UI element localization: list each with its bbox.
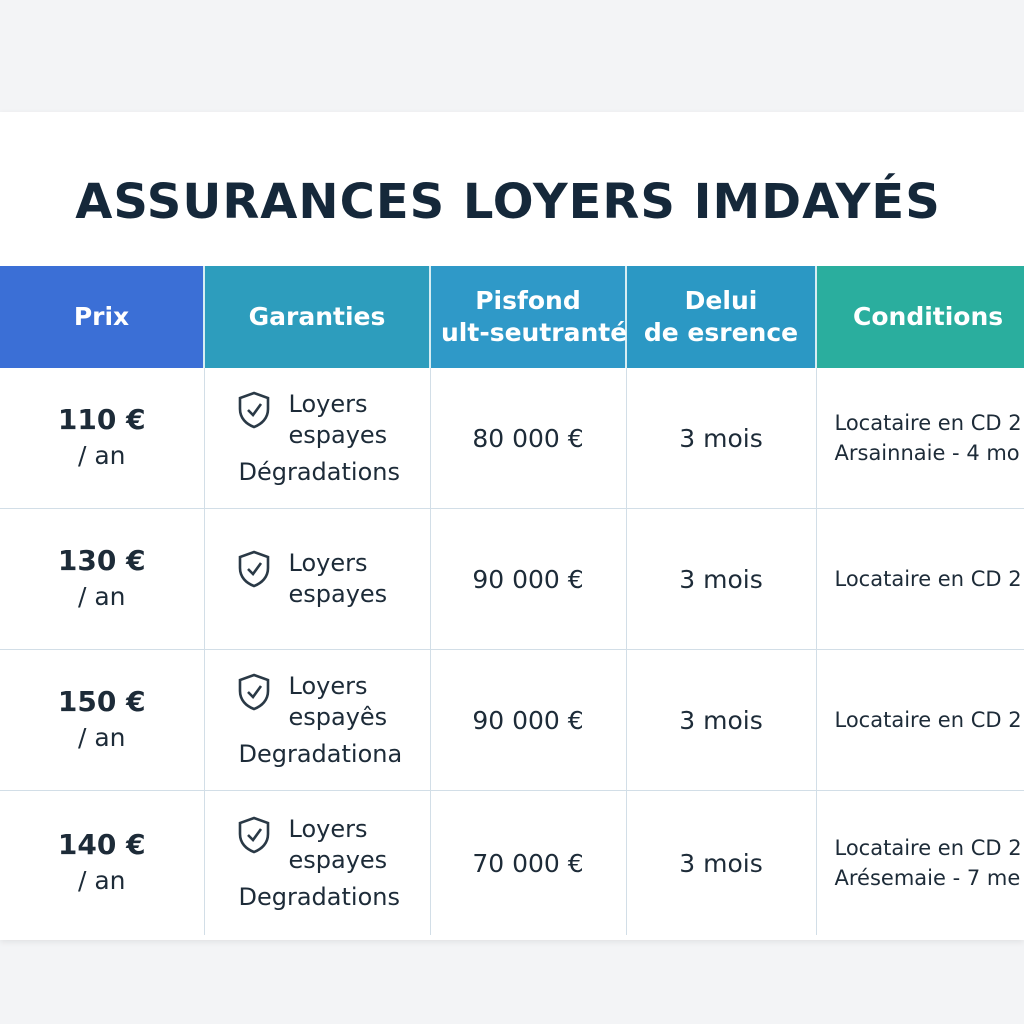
condition-line1: Locataire en CD 2 bbox=[834, 411, 1022, 435]
guarantee-line3: Dégradations bbox=[238, 457, 400, 486]
guarantee-line2: espayes bbox=[288, 845, 388, 874]
delay-cell: 3 mois bbox=[626, 650, 816, 791]
table-row bbox=[0, 791, 1024, 936]
price-amount: 130 € bbox=[57, 544, 146, 577]
condition-line2: Arsainnaie - 4 mo bbox=[834, 441, 1020, 465]
price-cell bbox=[0, 368, 204, 509]
condition-line1: Locataire en CD 2 bbox=[834, 708, 1022, 732]
price-unit: / an bbox=[77, 441, 126, 470]
price-amount: 110 € bbox=[57, 403, 146, 436]
price-amount: 150 € bbox=[57, 685, 146, 718]
header-conditions: Conditions bbox=[816, 266, 1024, 368]
guarantee-line3: Degradations bbox=[238, 882, 400, 911]
condition-cell bbox=[816, 650, 1024, 791]
price-unit: / an bbox=[77, 582, 126, 611]
condition-cell bbox=[816, 368, 1024, 509]
guarantee-line2: espayes bbox=[288, 580, 388, 608]
header-plafond bbox=[430, 266, 626, 368]
cap-cell: 70 000 € bbox=[430, 791, 626, 936]
header-garanties: Garanties bbox=[204, 266, 430, 368]
guarantee-cell bbox=[204, 791, 430, 936]
condition-line1: Locataire en CD 2 bbox=[834, 567, 1022, 591]
guarantee-line1: Loyers bbox=[288, 549, 368, 577]
table-row bbox=[0, 368, 1024, 509]
header-prix: Prix bbox=[0, 266, 204, 368]
header-delai-line2: de esrence bbox=[643, 318, 799, 347]
cap-cell: 90 000 € bbox=[430, 650, 626, 791]
shield-check-icon bbox=[237, 550, 271, 588]
header-plafond-line1: Pisfond bbox=[475, 286, 581, 315]
condition-cell bbox=[816, 509, 1024, 650]
guarantee-line1: Loyers bbox=[288, 814, 368, 843]
guarantee-cell bbox=[204, 509, 430, 650]
guarantee-line1: Loyers bbox=[288, 671, 368, 700]
price-amount: 140 € bbox=[57, 828, 146, 861]
delay-cell: 3 mois bbox=[626, 368, 816, 509]
comparison-table bbox=[0, 266, 1024, 935]
price-cell bbox=[0, 509, 204, 650]
table-header-row bbox=[0, 266, 1024, 368]
price-unit: / an bbox=[77, 723, 126, 752]
table-row bbox=[0, 650, 1024, 791]
cap-cell: 90 000 € bbox=[430, 509, 626, 650]
condition-cell bbox=[816, 791, 1024, 936]
guarantee-cell bbox=[204, 368, 430, 509]
header-plafond-line2: ult-seutranté bbox=[441, 318, 628, 347]
guarantee-line3: Degradationa bbox=[238, 739, 403, 768]
table-row bbox=[0, 509, 1024, 650]
insurance-card bbox=[0, 112, 1024, 940]
header-delai-line1: Delui bbox=[684, 286, 758, 315]
header-delai bbox=[626, 266, 816, 368]
shield-check-icon bbox=[237, 391, 271, 429]
price-cell bbox=[0, 650, 204, 791]
guarantee-line2: espayês bbox=[288, 702, 388, 731]
guarantee-cell bbox=[204, 650, 430, 791]
guarantee-line1: Loyers bbox=[288, 389, 368, 418]
cap-cell: 80 000 € bbox=[430, 368, 626, 509]
shield-check-icon bbox=[237, 673, 271, 711]
page-title: ASSURANCES LOYERS IMDAYÉS bbox=[75, 174, 941, 230]
condition-line1: Locataire en CD 2 bbox=[834, 836, 1022, 860]
price-cell bbox=[0, 791, 204, 936]
condition-line2: Arésemaie - 7 me bbox=[834, 866, 1021, 890]
delay-cell: 3 mois bbox=[626, 791, 816, 936]
delay-cell: 3 mois bbox=[626, 509, 816, 650]
price-unit: / an bbox=[77, 866, 126, 895]
shield-check-icon bbox=[237, 816, 271, 854]
guarantee-line2: espayes bbox=[288, 420, 388, 449]
